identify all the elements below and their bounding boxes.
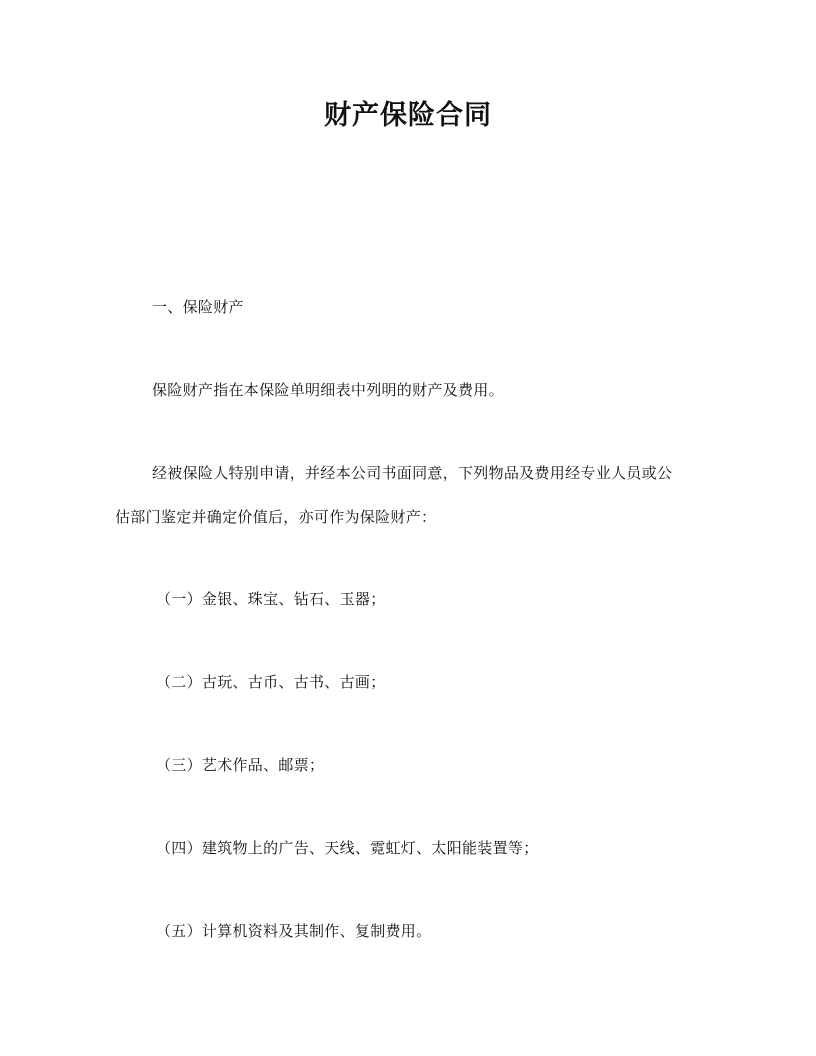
- paragraph-special-application-line-1: 经被保险人特别申请，并经本公司书面同意，下列物品及费用经专业人员或公: [152, 464, 673, 482]
- paragraph-insured-property-definition: 保险财产指在本保险单明细表中列明的财产及费用。: [152, 381, 504, 399]
- list-item-artworks-stamps: （三）艺术作品、邮票；: [156, 756, 325, 774]
- list-item-gold-jewelry: （一）金银、珠宝、钻石、玉器；: [156, 590, 386, 608]
- paragraph-special-application-line-2: 估部门鉴定并确定价值后，亦可作为保险财产：: [115, 508, 437, 526]
- list-item-building-fixtures: （四）建筑物上的广告、天线、霓虹灯、太阳能装置等；: [156, 839, 539, 857]
- list-item-antiques: （二）古玩、古币、古书、古画；: [156, 673, 386, 691]
- document-title: 财产保险合同: [324, 100, 492, 131]
- section-heading-insured-property: 一、保险财产: [152, 298, 244, 316]
- list-item-computer-data: （五）计算机资料及其制作、复制费用。: [156, 922, 432, 940]
